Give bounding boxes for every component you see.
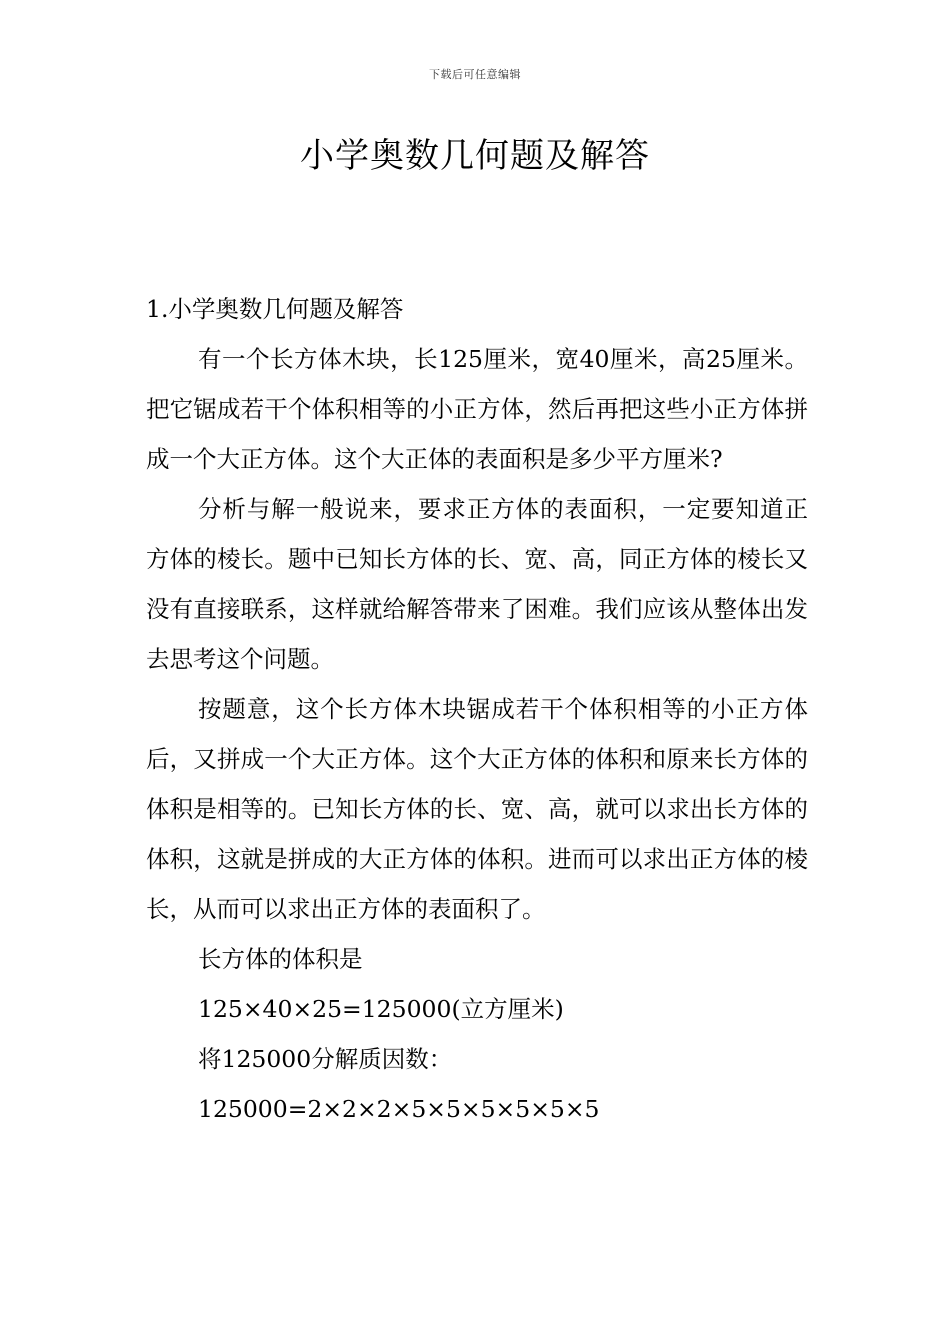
- paragraph-problem: 有一个长方体木块，长125厘米，宽40厘米，高25厘米。把它锯成若干个体积相等的小正方体，然后再把这些小正方体拼成一个大正方体。这个大正体的表面积是多少平方厘米?: [146, 345, 808, 473]
- document-body: [146, 284, 808, 1134]
- section-heading: 1.小学奥数几何题及解答: [146, 295, 404, 323]
- paragraph-analysis: 分析与解一般说来，要求正方体的表面积，一定要知道正方体的棱长。题中已知长方体的长、宽、高，同正方体的棱长又没有直接联系，这样就给解答带来了困难。我们应该从整体出发去思考这个问题。: [146, 495, 808, 673]
- document-title: 小学奥数几何题及解答: [300, 136, 650, 176]
- paragraph-reasoning: 按题意，这个长方体木块锯成若干个体积相等的小正方体后，又拼成一个大正方体。这个大正方体的体积和原来长方体的体积是相等的。已知长方体的长、宽、高，就可以求出长方体的体积，这就是拼成的大正方体的体积。进而可以求出正方体的棱长，从而可以求出正方体的表面积了。: [146, 695, 808, 923]
- header-note: 下载后可任意编辑: [429, 68, 521, 81]
- factorization-equation-line: 125000=2×2×2×5×5×5×5×5×5: [198, 1095, 600, 1123]
- volume-label-line: 长方体的体积是: [198, 945, 363, 973]
- volume-equation-line: 125×40×25=125000(立方厘米): [198, 995, 564, 1023]
- factorization-label-line: 将125000分解质因数：: [198, 1045, 453, 1073]
